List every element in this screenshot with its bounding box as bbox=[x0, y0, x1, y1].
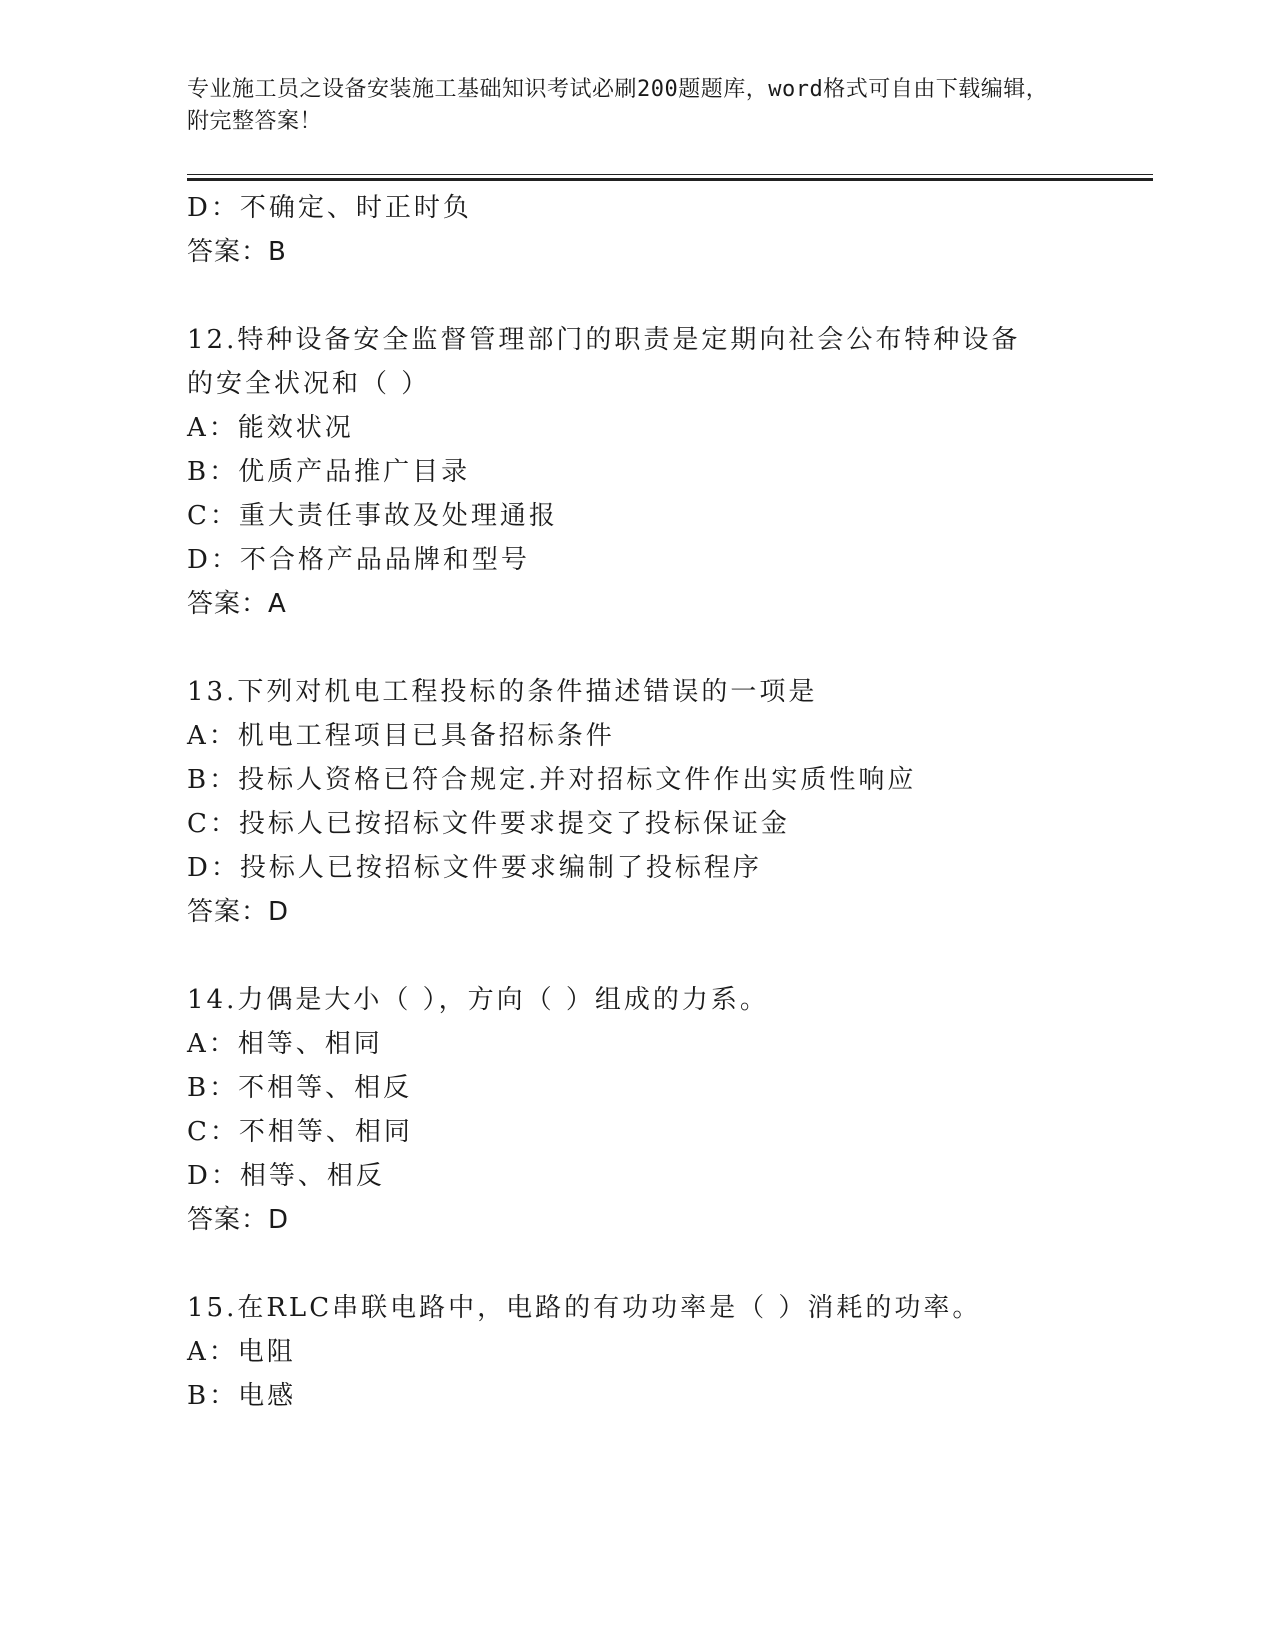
question-gap bbox=[187, 936, 1087, 978]
question-stem: 12.特种设备安全监督管理部门的职责是定期向社会公布特种设备的安全状况和（ ） bbox=[187, 325, 1021, 399]
option-c: C：不相等、相同 bbox=[187, 1117, 413, 1147]
question-stem: 13.下列对机电工程投标的条件描述错误的一项是 bbox=[187, 677, 818, 707]
option-c: C：重大责任事故及处理通报 bbox=[187, 501, 558, 531]
document-body bbox=[187, 186, 1087, 1418]
option-c: C：投标人已按招标文件要求提交了投标保证金 bbox=[187, 809, 790, 839]
header-rule-thick bbox=[187, 178, 1153, 181]
question-block bbox=[187, 670, 1087, 936]
answer-line: 答案：D bbox=[187, 897, 290, 927]
option-a: A：机电工程项目已具备招标条件 bbox=[187, 721, 615, 751]
answer-line: 答案：B bbox=[187, 237, 287, 267]
document-header bbox=[187, 74, 1067, 138]
question-gap bbox=[187, 628, 1087, 670]
question-block bbox=[187, 978, 1087, 1244]
option-d: D：不合格产品品牌和型号 bbox=[187, 545, 530, 575]
question-block bbox=[187, 1286, 1087, 1418]
option-b: B：优质产品推广目录 bbox=[187, 457, 471, 487]
option-b: B：电感 bbox=[187, 1381, 297, 1411]
option-b: B：不相等、相反 bbox=[187, 1073, 413, 1103]
question-block bbox=[187, 318, 1087, 628]
option-d: D：相等、相反 bbox=[187, 1161, 385, 1191]
header-rule-thin bbox=[187, 174, 1153, 175]
answer-line: 答案：D bbox=[187, 1205, 290, 1235]
option-a: A：能效状况 bbox=[187, 413, 354, 443]
option-a: A：相等、相同 bbox=[187, 1029, 383, 1059]
question-stem: 14.力偶是大小（ ），方向（ ）组成的力系。 bbox=[187, 985, 769, 1015]
question-gap bbox=[187, 276, 1087, 318]
answer-line: 答案：A bbox=[187, 589, 287, 619]
option-b: B：投标人资格已符合规定.并对招标文件作出实质性响应 bbox=[187, 765, 917, 795]
option-a: A：电阻 bbox=[187, 1337, 296, 1367]
question-stem: 15.在RLC串联电路中，电路的有功功率是（ ）消耗的功率。 bbox=[187, 1293, 982, 1323]
option-d: D：不确定、时正时负 bbox=[187, 193, 472, 223]
header-title: 专业施工员之设备安装施工基础知识考试必刷200题题库，word格式可自由下载编辑，附完整答案！ bbox=[187, 77, 1049, 134]
question-gap bbox=[187, 1244, 1087, 1286]
option-d: D：投标人已按招标文件要求编制了投标程序 bbox=[187, 853, 762, 883]
